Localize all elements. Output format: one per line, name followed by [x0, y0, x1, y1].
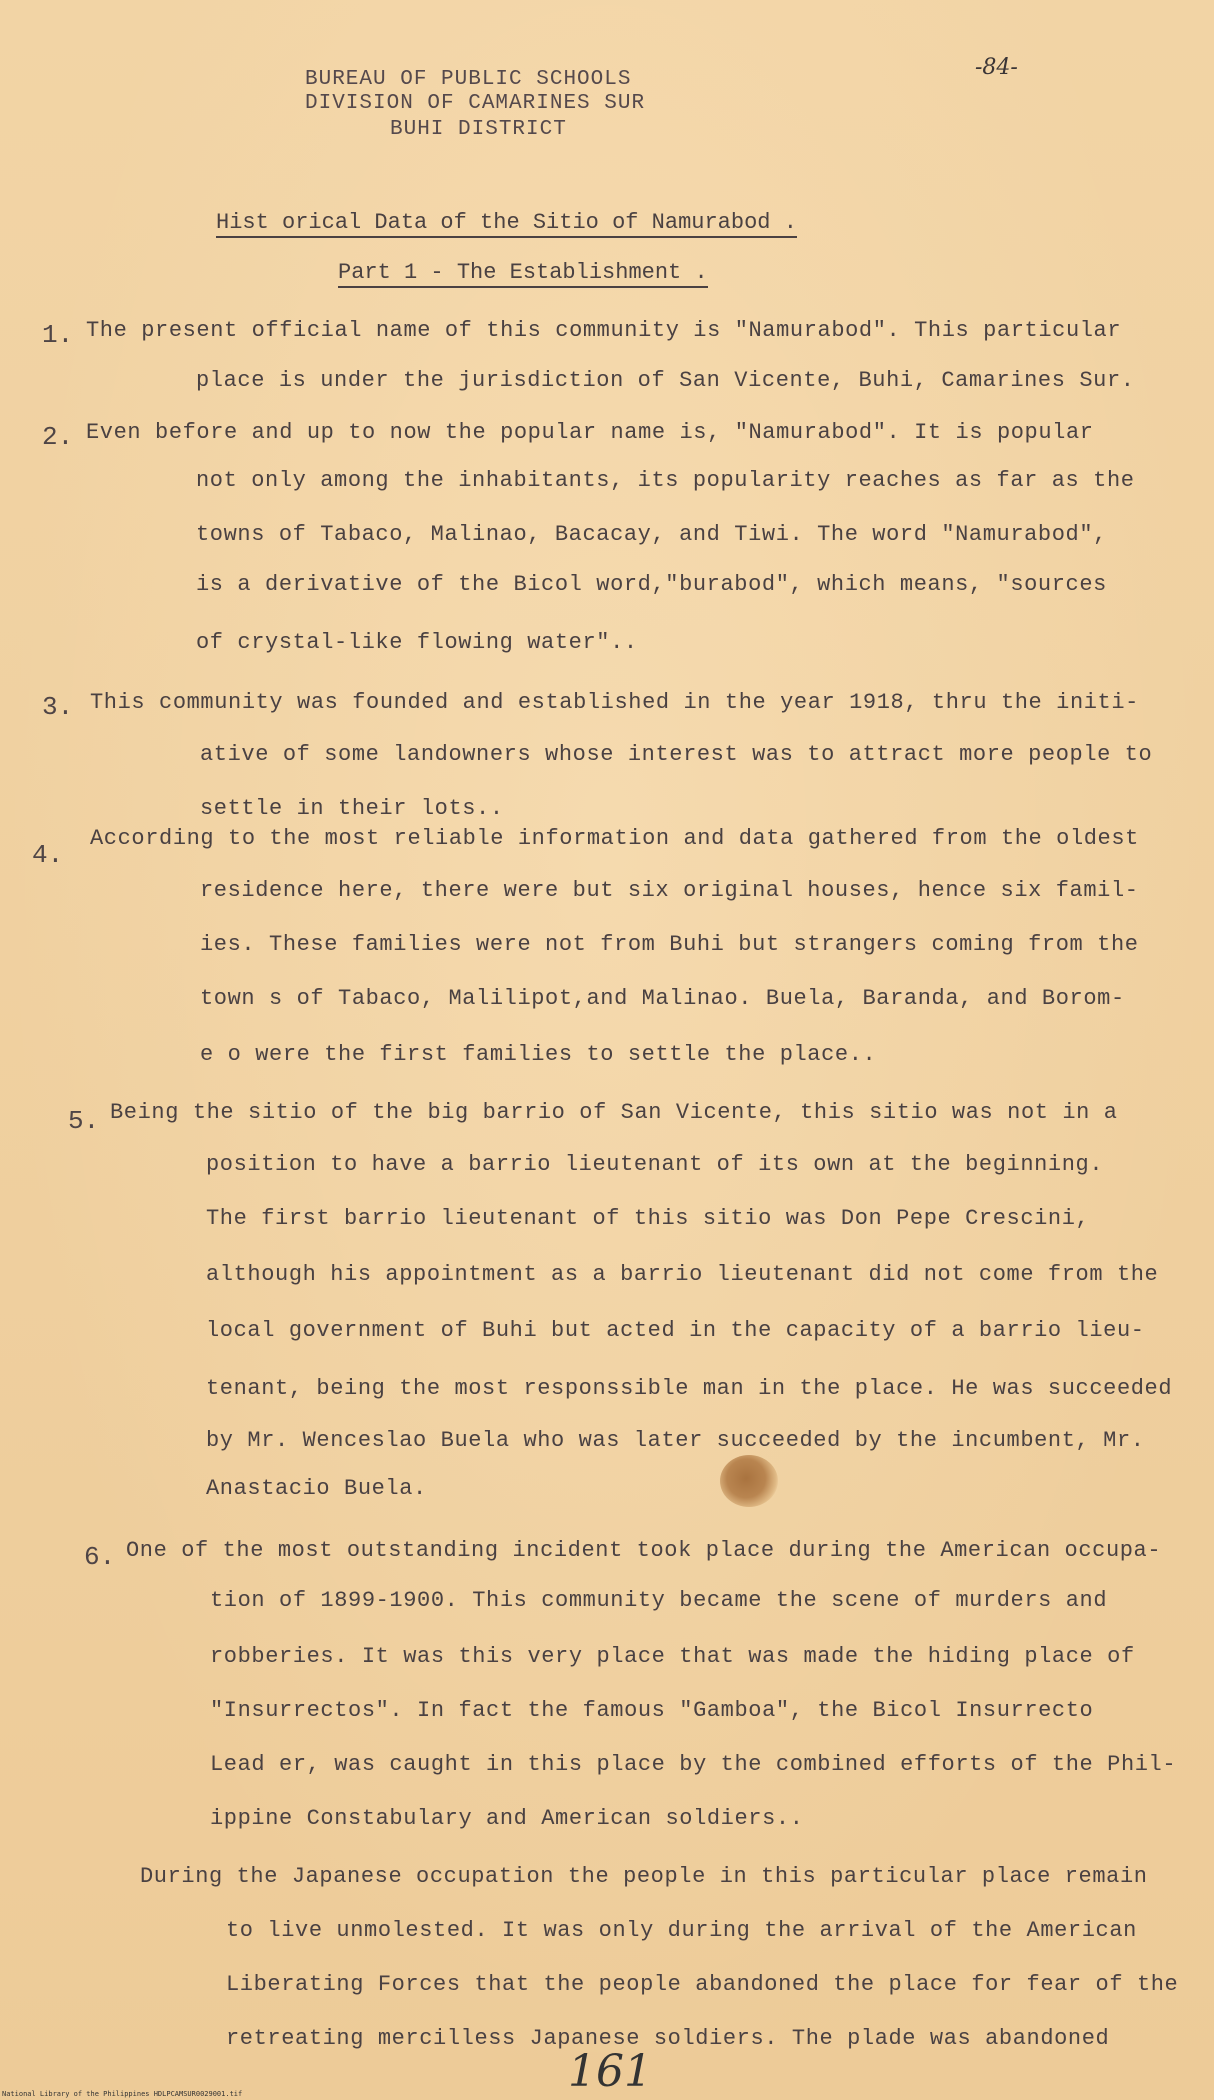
- text-line: During the Japanese occupation the people in this particular place remain: [140, 1864, 1148, 1889]
- text-line: towns of Tabaco, Malinao, Bacacay, and Tiwi. The word "Namurabod",: [196, 522, 1107, 547]
- text-line: The first barrio lieutenant of this sitio was Don Pepe Crescini,: [206, 1206, 1090, 1231]
- text-line: tion of 1899-1900. This community became the scene of murders and: [210, 1588, 1108, 1613]
- text-line: This community was founded and established in the year 1918, thru the initi-: [90, 690, 1139, 715]
- item-number-4: 4.: [32, 840, 64, 870]
- text-line: town s of Tabaco, Malilipot,and Malinao. Buela, Baranda, and Borom-: [200, 986, 1125, 1011]
- text-line: Even before and up to now the popular name is, "Namurabod". It is popular: [86, 420, 1094, 445]
- text-line: ative of some landowners whose interest was to attract more people to: [200, 742, 1153, 767]
- header-division: DIVISION OF CAMARINES SUR: [305, 92, 646, 115]
- text-line: place is under the jurisdiction of San Vicente, Buhi, Camarines Sur.: [196, 368, 1135, 393]
- text-line: The present official name of this community is "Namurabod". This particular: [86, 318, 1122, 343]
- handwritten-page-number: 161: [568, 2046, 652, 2097]
- text-line: of crystal-like flowing water"..: [196, 630, 638, 655]
- text-line: ies. These families were not from Buhi but strangers coming from the: [200, 932, 1139, 957]
- item-number-2: 2.: [42, 422, 74, 452]
- text-line: Anastacio Buela.: [206, 1476, 427, 1501]
- text-line: Liberating Forces that the people abandoned the place for fear of the: [226, 1972, 1179, 1997]
- text-line: by Mr. Wenceslao Buela who was later succeeded by the incumbent, Mr.: [206, 1428, 1145, 1453]
- text-line: e o were the first families to settle the place..: [200, 1042, 877, 1067]
- text-line: settle in their lots..: [200, 796, 504, 821]
- header-district: BUHI DISTRICT: [390, 118, 567, 141]
- text-line: is a derivative of the Bicol word,"burabod", which means, "sources: [196, 572, 1107, 597]
- text-line: According to the most reliable information and data gathered from the oldest: [90, 826, 1139, 851]
- text-line: local government of Buhi but acted in the capacity of a barrio lieu-: [206, 1318, 1145, 1343]
- page-number: -84-: [975, 55, 1018, 80]
- item-number-1: 1.: [42, 320, 74, 350]
- item-number-6: 6.: [84, 1542, 116, 1572]
- text-line: robberies. It was this very place that was made the hiding place of: [210, 1644, 1135, 1669]
- text-line: position to have a barrio lieutenant of its own at the beginning.: [206, 1152, 1104, 1177]
- text-line: ippine Constabulary and American soldiers..: [210, 1806, 804, 1831]
- document-title: Hist orical Data of the Sitio of Namurabod .: [216, 210, 797, 238]
- text-line: Lead er, was caught in this place by the combined efforts of the Phil-: [210, 1752, 1177, 1777]
- header-bureau: BUREAU OF PUBLIC SCHOOLS: [305, 68, 632, 91]
- item-number-5: 5.: [68, 1106, 100, 1136]
- text-line: Being the sitio of the big barrio of San Vicente, this sitio was not in a: [110, 1100, 1118, 1125]
- item-number-3: 3.: [42, 692, 74, 722]
- archive-footer: National Library of the Philippines HDLPCAMSUR0029001.tif: [2, 2090, 243, 2098]
- text-line: residence here, there were but six original houses, hence six famil-: [200, 878, 1139, 903]
- text-line: retreating mercilless Japanese soldiers. The plade was abandoned: [226, 2026, 1110, 2051]
- text-line: although his appointment as a barrio lieutenant did not come from the: [206, 1262, 1159, 1287]
- text-line: to live unmolested. It was only during the arrival of the American: [226, 1918, 1137, 1943]
- text-line: One of the most outstanding incident took place during the American occupa-: [126, 1538, 1162, 1563]
- document-subtitle: Part 1 - The Establishment .: [338, 260, 708, 288]
- ink-stain: [720, 1455, 778, 1507]
- text-line: "Insurrectos". In fact the famous "Gamboa", the Bicol Insurrecto: [210, 1698, 1094, 1723]
- text-line: tenant, being the most responssible man in the place. He was succeeded: [206, 1376, 1173, 1401]
- text-line: not only among the inhabitants, its popularity reaches as far as the: [196, 468, 1135, 493]
